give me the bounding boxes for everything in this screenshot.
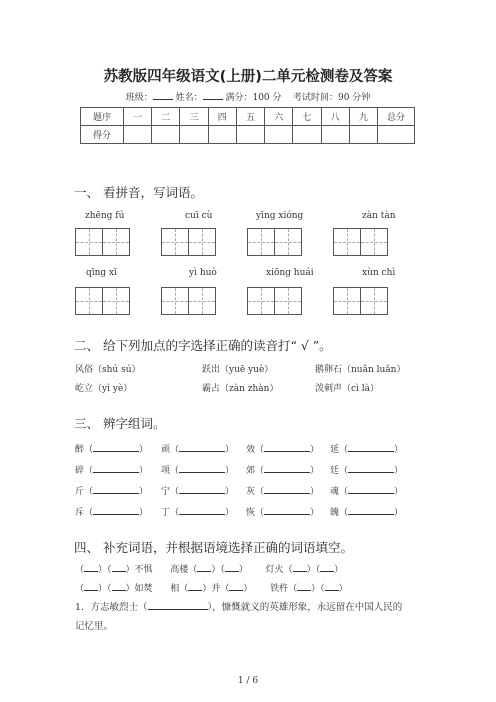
pinyin-label: qīng xī [86,268,118,278]
section-4-heading: 四、 补充词语，并根据语境选择正确的词语填空。 [74,540,353,555]
idiom-text: 灯火（ [265,565,293,575]
score-value-row [81,126,415,144]
reading-item[interactable]: 跃出（yuē yuè） [202,365,274,375]
word-group-item [246,504,319,518]
score-input-cell[interactable] [124,126,152,144]
score-header-cell: 五 [236,108,264,126]
bracket-close: ） [310,445,320,455]
student-info [0,90,496,103]
grid-cell[interactable] [360,287,388,315]
bracket-text: （ [75,584,85,594]
bracket-open: （ [339,445,349,455]
score-table [80,107,415,144]
fill-blank[interactable] [197,561,211,572]
section-1-heading: 一、 看拼音，写词语。 [74,185,203,200]
fill-blank[interactable] [225,561,239,572]
bracket-close: ） [139,508,149,518]
score-input-cell[interactable] [293,126,321,144]
bracket-close: ） [394,508,404,518]
word-group-item [246,462,319,476]
target-character: 延 [330,445,340,455]
bracket-text: ） [238,565,248,575]
name-blank [203,90,223,100]
bracket-close: ） [310,487,320,497]
bracket-close: ） [225,445,235,455]
bracket-open: （ [170,487,180,497]
word-group-item [246,441,319,455]
bracket-close: ） [310,466,320,476]
score-input-cell[interactable] [208,126,236,144]
score-header-cell: 一 [124,108,152,126]
fill-blank[interactable] [348,441,394,452]
word-group-item [330,462,403,476]
fill-blank[interactable] [179,462,225,473]
question-text: ），慷慨就义的英雄形象，永远留在中国人民的 [207,602,403,613]
fill-blank[interactable] [264,483,310,494]
word-group-item [246,483,319,497]
target-character: 灰 [246,487,256,497]
bracket-open: （ [255,445,265,455]
grid-cell[interactable] [188,228,216,256]
score-header-row [81,108,415,126]
bracket-open: （ [170,466,180,476]
bracket-open: （ [84,508,94,518]
idiom-text: 铁杵（ [270,584,298,594]
bracket-close: ） [394,445,404,455]
writing-grid[interactable] [247,287,302,315]
score-row-label: 得分 [81,126,124,144]
score-header-cell: 题序 [81,108,124,126]
word-group-item [330,441,403,455]
score-header-cell: 六 [265,108,293,126]
reading-item[interactable]: 鹅卵石（nuǎn luǎn） [315,365,406,375]
target-character: 碎 [75,466,85,476]
fill-blank[interactable] [179,441,225,452]
bracket-close: ） [310,508,320,518]
section-3-heading: 三、 辨字组词。 [74,416,166,431]
bracket-close: ） [225,487,235,497]
grid-cell[interactable] [102,228,130,256]
fill-blank[interactable] [93,483,139,494]
grid-cell[interactable] [333,228,361,256]
word-group-item [330,504,403,518]
grid-cell[interactable] [188,287,216,315]
bracket-close: ） [139,445,149,455]
bracket-text: ） [334,565,344,575]
grid-cell[interactable] [247,287,275,315]
fill-blank[interactable] [264,504,310,515]
fill-blank[interactable] [320,561,334,572]
score-header-cell: 二 [152,108,180,126]
score-input-cell[interactable] [378,126,415,144]
fill-blank[interactable] [84,561,98,572]
bracket-text: ） [338,584,348,594]
section-2-heading: 二、 给下列加点的字选择正确的读音打“ √ ”。 [74,338,332,353]
fill-blank[interactable] [179,483,225,494]
target-character: 宁 [161,487,171,497]
exam-time: 考试时间：90 分钟 [292,93,371,103]
target-character: 效 [246,445,256,455]
class-label: 班级： [125,93,153,103]
score-input-cell[interactable] [265,126,293,144]
target-character: 恢 [246,508,256,518]
idiom-text: 相（ [170,584,189,594]
target-character: 魂 [330,487,340,497]
target-character: 顽 [161,445,171,455]
bracket-open: （ [170,508,180,518]
bracket-text: ） [243,584,253,594]
page-number: 1 / 6 [237,676,259,686]
fill-blank[interactable] [93,462,139,473]
word-group-item [75,483,148,497]
fill-blank[interactable] [93,504,139,515]
score-input-cell[interactable] [180,126,208,144]
grid-cell[interactable] [333,287,361,315]
writing-grid[interactable] [161,228,216,256]
score-header-cell: 四 [208,108,236,126]
bracket-text: ）（ [211,565,225,575]
target-character: 项 [161,466,171,476]
page-title: 苏教版四年级语文(上册)二单元检测卷及答案 [103,69,393,85]
target-character: 丁 [161,508,171,518]
grid-cell[interactable] [274,287,302,315]
writing-grid[interactable] [333,287,388,315]
bracket-open: （ [255,487,265,497]
word-group-item [161,441,234,455]
fill-blank[interactable] [325,580,339,591]
score-input-cell[interactable] [236,126,264,144]
name-label: 姓名： [175,93,203,103]
idiom-text: ）如焚 [125,584,153,594]
idiom-line-1 [75,561,343,575]
pinyin-label: cuī cù [185,211,213,221]
fill-blank[interactable] [179,504,225,515]
fill-blank[interactable] [112,580,126,591]
fill-blank[interactable] [148,599,208,610]
fill-blank[interactable] [297,580,311,591]
bracket-close: ） [394,466,404,476]
fill-blank[interactable] [348,504,394,515]
fill-blank[interactable] [348,483,394,494]
idiom-text: ）不惧 [125,565,153,575]
writing-grid[interactable] [161,287,216,315]
bracket-open: （ [255,466,265,476]
fill-blank[interactable] [348,462,394,473]
pinyin-label: xùn chì [362,268,396,278]
bracket-open: （ [84,445,94,455]
grid-cell[interactable] [161,228,189,256]
score-header-cell: 七 [293,108,321,126]
fill-blank[interactable] [264,462,310,473]
target-character: 醉 [75,445,85,455]
writing-grid[interactable] [333,228,388,256]
bracket-open: （ [84,466,94,476]
word-group-item [161,462,234,476]
writing-grid[interactable] [247,228,302,256]
score-header-cell: 总分 [378,108,415,126]
fill-blank[interactable] [188,580,202,591]
bracket-open: （ [84,487,94,497]
score-input-cell[interactable] [349,126,377,144]
reading-item[interactable]: 泼刺声（cì là） [315,384,380,394]
word-group-item [330,483,403,497]
word-group-item [75,441,148,455]
idiom-text: ）并（ [202,584,230,594]
fill-blank[interactable] [93,441,139,452]
bracket-open: （ [339,508,349,518]
idiom-line-2 [75,580,348,594]
question-1-cont: 记忆里。 [75,621,114,632]
grid-cell[interactable] [75,287,103,315]
target-character: 斤 [75,487,85,497]
score-header-cell: 八 [321,108,349,126]
fill-blank[interactable] [264,441,310,452]
grid-cell[interactable] [360,228,388,256]
pinyin-label: zàn tàn [362,211,396,221]
fill-blank[interactable] [229,580,243,591]
word-group-item [161,483,234,497]
target-character: 郊 [246,466,256,476]
bracket-text: ）（ [311,584,325,594]
word-group-item [75,462,148,476]
fill-blank[interactable] [112,561,126,572]
pinyin-label: yīng xióng [256,211,304,221]
bracket-text: ）（ [98,584,112,594]
fill-blank[interactable] [84,580,98,591]
full-score: 满分：100 分 [225,93,282,103]
grid-cell[interactable] [274,228,302,256]
word-group-item [75,504,148,518]
grid-cell[interactable] [102,287,130,315]
bracket-close: ） [225,466,235,476]
reading-item[interactable]: 屹立（yì yè） [75,384,133,394]
bracket-close: ） [394,487,404,497]
idiom-text: 高楼（ [170,565,198,575]
fill-blank[interactable] [293,561,307,572]
reading-item[interactable]: 霸占（zàn zhàn） [202,384,279,394]
writing-grid[interactable] [75,287,130,315]
grid-cell[interactable] [161,287,189,315]
writing-grid[interactable] [75,228,130,256]
pinyin-label: zhēng fú [85,211,125,221]
grid-cell[interactable] [247,228,275,256]
bracket-text: ）（ [98,565,112,575]
score-input-cell[interactable] [321,126,349,144]
bracket-open: （ [339,466,349,476]
target-character: 魄 [330,508,340,518]
score-input-cell[interactable] [152,126,180,144]
grid-cell[interactable] [75,228,103,256]
word-group-item [161,504,234,518]
bracket-close: ） [225,508,235,518]
target-character: 斥 [75,508,85,518]
bracket-close: ） [139,466,149,476]
class-blank [153,90,173,100]
target-character: 廷 [330,466,340,476]
question-1 [75,599,402,613]
score-header-cell: 三 [180,108,208,126]
pinyin-label: yì huò [189,268,217,278]
bracket-text: ）（ [306,565,321,575]
pinyin-label: xiōng huái [266,268,314,278]
bracket-open: （ [170,445,180,455]
reading-item[interactable]: 风俗（shú sú） [75,365,141,375]
score-header-cell: 九 [349,108,377,126]
question-text: 1．方志敏烈士（ [75,602,148,613]
bracket-open: （ [339,487,349,497]
bracket-close: ） [139,487,149,497]
bracket-text: （ [75,565,85,575]
bracket-open: （ [255,508,265,518]
